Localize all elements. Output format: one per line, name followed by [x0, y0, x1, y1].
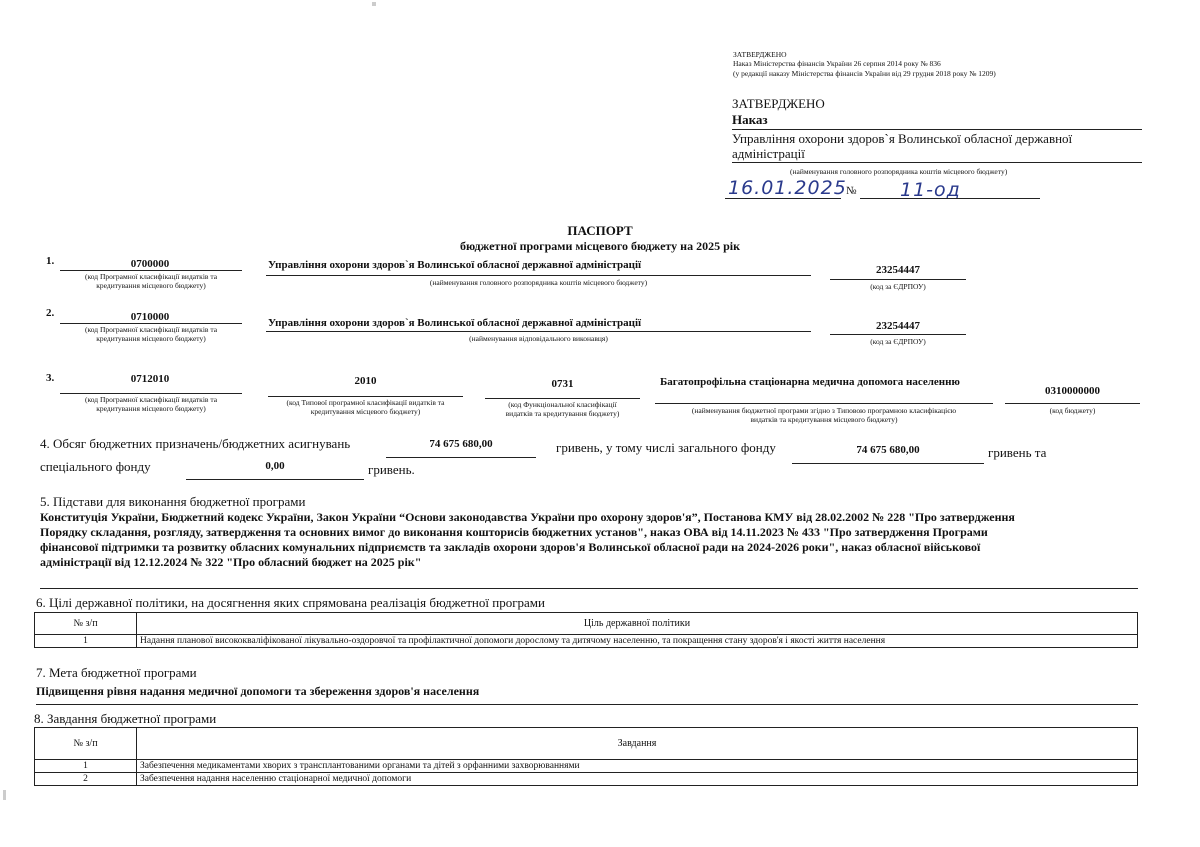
section4-special-tail: гривень. [368, 462, 415, 477]
section7-text: Підвищення рівня надання медичної допомоги та збереження здоров'я населення [36, 684, 480, 698]
tasks-col-task: Завдання [137, 728, 1138, 760]
row1-code-caption: (код Програмної класифікації видатків та кредитування місцевого бюджету) [84, 272, 218, 291]
table-row [35, 773, 1138, 786]
section5-label: 5. Підстави для виконання бюджетної програми [40, 494, 306, 509]
goals-table [34, 612, 1138, 648]
row3-program-caption: (найменування бюджетної програми згідно з Типовою програмною класифікацією видатків та кредитування місцевого бюджету) [691, 406, 957, 425]
row3-func-caption: (код Функціональної класифікації видатків та кредитування бюджету) [505, 400, 620, 419]
row1-name: Управління охорони здоров`я Волинської обласної державної адміністрації [268, 259, 642, 271]
goals-table-header [35, 613, 1138, 635]
goals-col-goal: Ціль державної політики [137, 613, 1138, 635]
section4-tail: гривень та [988, 445, 1047, 460]
section4-special-label: спеціального фонду [40, 459, 151, 474]
tasks-col-num: № з/п [35, 728, 137, 760]
approval-org-line2: адміністрації [732, 146, 805, 161]
row3-typical-caption: (код Типової програмної класифікації видатків та кредитування місцевого бюджету) [286, 398, 445, 417]
section5-text: Конституція України, Бюджетний кодекс України, Закон України “Основи законодавства України про охорону здоров'я”, Постанова КМУ від 28.02.2002 № 228 "Про затвердження Порядку складання, розгляду, затвердження та основних вимог до виконання кошторисів бюджетних установ", наказ ОВА від 14.11.2023 № 433 "Про затвердження Програми фінансової підтримки та розвитку обласних комунальних підприємств та закладів охорони здоров'я Волинської обласної ради на 2024-2026 роки", наказ обласної військової адміністрації від 12.12.2024 № 322 "Про обласний бюджет на 2025 рік" [40, 510, 1015, 569]
row3-budget-caption: (код бюджету) [1049, 406, 1096, 415]
approval-caption: (найменування головного розпорядника коштів місцевого бюджету) [790, 167, 1008, 176]
row2-code-caption: (код Програмної класифікації видатків та кредитування місцевого бюджету) [84, 325, 218, 344]
approval-stamp [733, 50, 996, 78]
row2-code: 0710000 [130, 311, 170, 323]
tasks-table [34, 727, 1138, 786]
row3-program-name: Багатопрофільна стаціонарна медична допомога населенню [660, 376, 960, 388]
row3-num: 3. [46, 372, 55, 384]
goals-row-num: 1 [35, 635, 137, 648]
handwritten-date: 16.01.2025 [728, 177, 847, 199]
page-title: ПАСПОРТ [567, 223, 633, 238]
tasks-row-text: Забезпечення надання населенню стаціонарної медичної допомоги [137, 773, 1138, 786]
row3-code: 0712010 [130, 373, 170, 385]
approval-order-text: Наказ Міністерства фінансів України 26 серпня 2014 року № 836 [733, 59, 941, 69]
table-row [35, 635, 1138, 648]
row2-name: Управління охорони здоров`я Волинської обласної державної адміністрації [268, 317, 642, 329]
approval-org-line1: Управління охорони здоров`я Волинської обласної державної [732, 131, 1073, 146]
section4-special-fund: 0,00 [265, 460, 285, 472]
section4-mid-text: гривень, у тому числі загального фонду [556, 440, 776, 455]
goals-col-num: № з/п [35, 613, 137, 635]
row1-num: 1. [46, 255, 55, 267]
goals-row-text: Надання планової висококваліфікованої лікувально-оздоровчої та профілактичної допомоги дорослому та дитячому населенню, та покращення стану здоров'я і якості життя населення [137, 635, 1138, 648]
scan-speck [3, 790, 6, 800]
row1-edrpou: 23254447 [876, 264, 920, 276]
row2-edrpou-caption: (код за ЄДРПОУ) [870, 337, 926, 346]
section6-label: 6. Цілі державної політики, на досягнення яких спрямована реалізація бюджетної програми [36, 595, 545, 610]
row1-edrpou-caption: (код за ЄДРПОУ) [870, 282, 926, 291]
section4-total: 74 675 680,00 [429, 438, 493, 450]
row1-code: 0700000 [130, 258, 170, 270]
section4-label: 4. Обсяг бюджетних призначень/бюджетних асигнувань [40, 436, 351, 451]
row2-edrpou: 23254447 [876, 320, 920, 332]
row3-typical-code: 2010 [354, 375, 377, 387]
tasks-row-num: 2 [35, 773, 137, 786]
row3-budget-code: 0310000000 [1045, 385, 1100, 397]
row1-name-caption: (найменування головного розпорядника коштів місцевого бюджету) [429, 278, 648, 287]
section8-label: 8. Завдання бюджетної програми [34, 711, 217, 726]
row2-name-caption: (найменування відповідального виконавця) [469, 334, 608, 343]
tasks-table-header [35, 728, 1138, 760]
approval-order-label: Наказ [732, 112, 768, 127]
section7-label: 7. Мета бюджетної програми [36, 665, 197, 680]
table-row [35, 760, 1138, 773]
row2-num: 2. [46, 307, 55, 319]
handwritten-number: 11-од [900, 179, 961, 201]
number-sign: № [846, 185, 857, 197]
page-subtitle: бюджетної програми місцевого бюджету на 2025 рік [460, 239, 740, 253]
approval-edition-text: (у редакції наказу Міністерства фінансів України від 29 грудня 2018 року № 1209) [733, 68, 996, 78]
row3-func-code: 0731 [551, 378, 574, 390]
section4-general-fund: 74 675 680,00 [856, 444, 920, 456]
scan-speck [372, 2, 376, 6]
row3-code-caption: (код Програмної класифікації видатків та кредитування місцевого бюджету) [84, 395, 218, 414]
approval-stamp-title: ЗАТВЕРДЖЕНО [733, 50, 787, 59]
tasks-row-num: 1 [35, 760, 137, 773]
tasks-row-text: Забезпечення медикаментами хворих з трансплантованими органами та дітей з орфанними захворюваннями [137, 760, 1138, 773]
approval-block-title: ЗАТВЕРДЖЕНО [732, 96, 825, 111]
